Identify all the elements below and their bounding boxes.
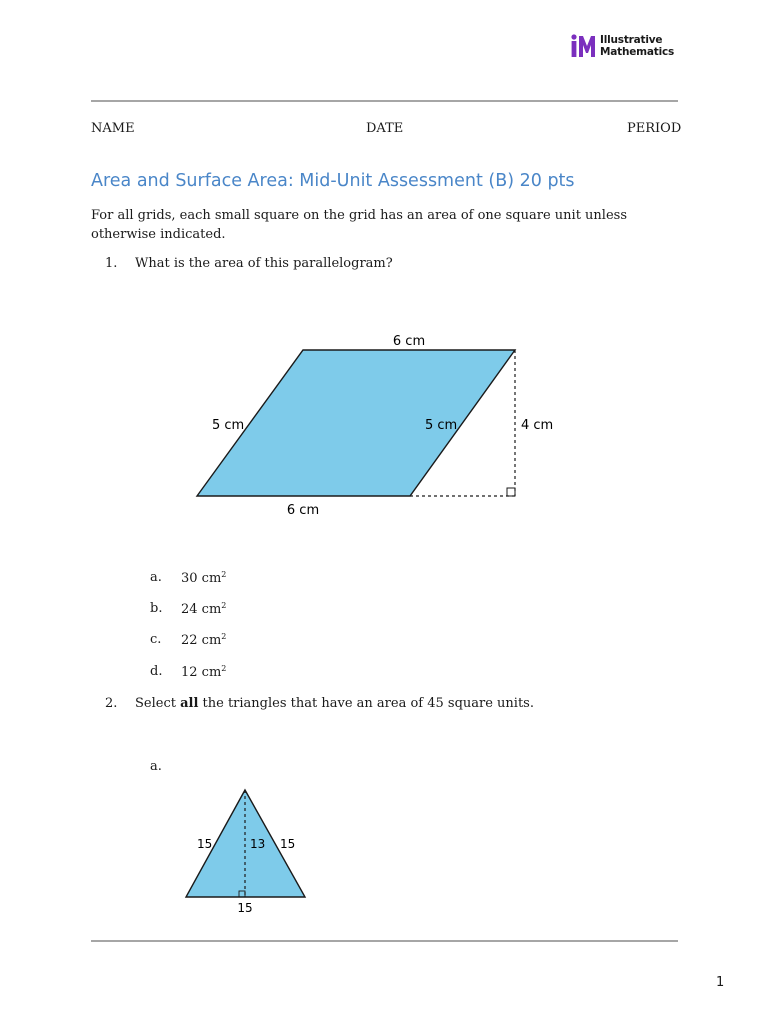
option-d-exponent: 2 [221, 664, 227, 673]
option-a-value: 30 cm [181, 571, 222, 586]
option-d-value: 12 cm [181, 665, 222, 680]
logo-line-2: Mathematics [600, 46, 675, 58]
option-b-exponent: 2 [221, 601, 227, 610]
label-top-side: 6 cm [392, 334, 426, 349]
option-b-letter: b. [150, 601, 163, 616]
triangle-label-height: 13 [250, 837, 266, 851]
triangle-label-right: 15 [280, 837, 296, 851]
q2-option-a-letter[interactable]: a. [150, 759, 162, 774]
label-left-side: 5 cm [212, 418, 245, 433]
option-a-letter: a. [150, 570, 162, 585]
question-2-text-bold: all [180, 696, 199, 711]
triangle-label-base: 15 [237, 901, 253, 915]
logo-line-1: Illustrative [600, 34, 663, 46]
triangle-label-left: 15 [197, 837, 213, 851]
question-1-number: 1. [105, 256, 118, 271]
option-a-exponent: 2 [221, 570, 227, 579]
page-number: 1 [716, 975, 725, 990]
label-right-side: 5 cm [425, 418, 458, 433]
label-height: 4 cm [521, 418, 554, 433]
question-2-text-start: Select [135, 696, 181, 711]
option-d-letter: d. [150, 664, 163, 679]
label-bottom-side: 6 cm [286, 503, 320, 518]
bottom-divider [91, 940, 678, 942]
date-field-label: DATE [366, 121, 404, 136]
page-title: Area and Surface Area: Mid-Unit Assessment (B) 20 pts [91, 171, 575, 191]
instructions-paragraph: For all grids, each small square on the grid has an area of one square unit unless otherwise indicated. [91, 208, 627, 242]
question-2-text-end: the triangles that have an area of 45 square units. [198, 696, 534, 711]
option-c-letter: c. [150, 632, 162, 647]
option-c-value: 22 cm [181, 633, 222, 648]
question-1-text: What is the area of this parallelogram? [135, 256, 393, 271]
option-c-exponent: 2 [221, 632, 227, 641]
question-2-number: 2. [105, 696, 118, 711]
period-field-label: PERIOD [627, 121, 682, 136]
name-field-label: NAME [91, 121, 135, 136]
option-b-value: 24 cm [181, 602, 222, 617]
